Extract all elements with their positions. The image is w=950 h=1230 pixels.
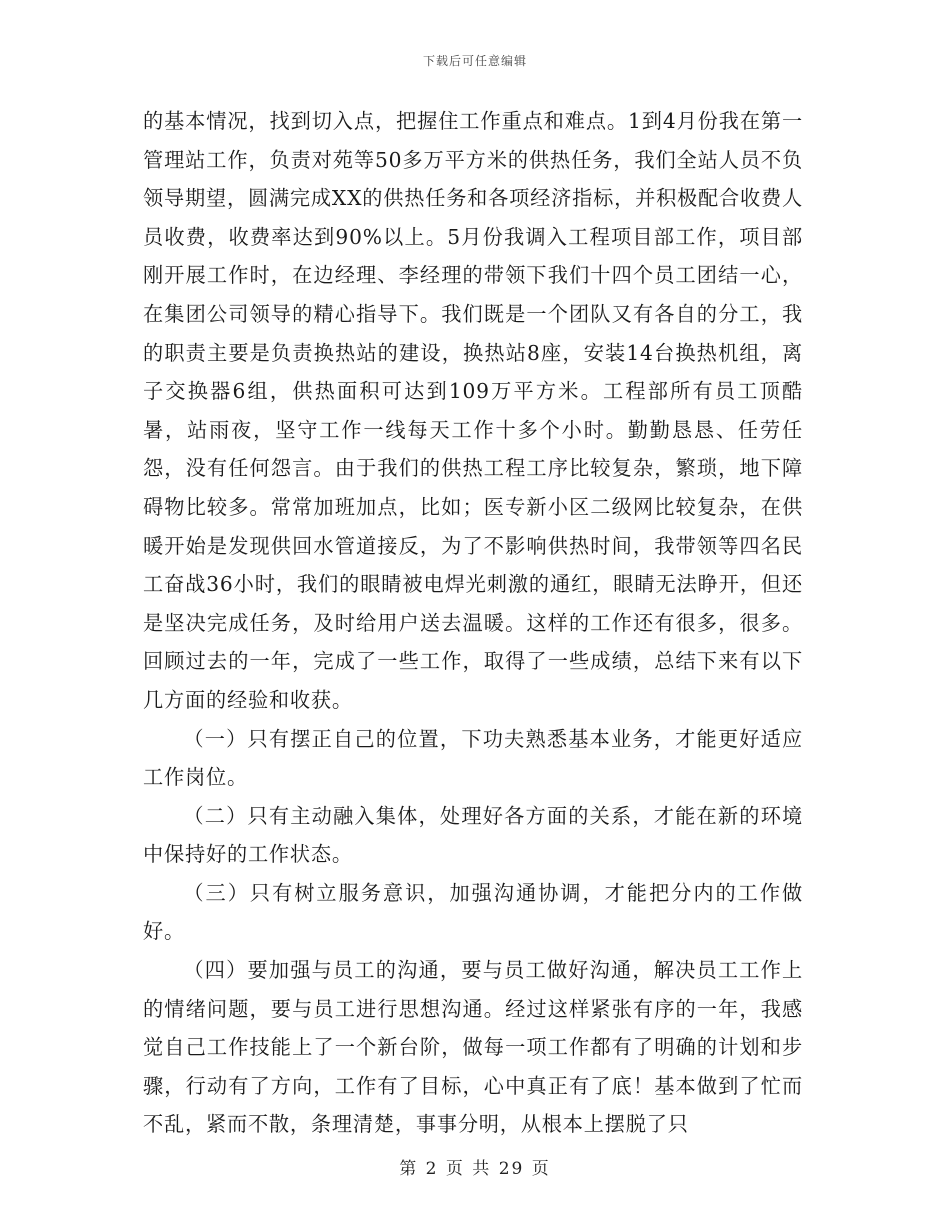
paragraph-point-four: （四）要加强与员工的沟通，要与员工做好沟通，解决员工工作上的情绪问题，要与员工进行思想沟通。经过这样紧张有序的一年，我感觉自己工作技能上了一个新台阶，做每一项工作都有了明确的计划和步骤，行动有了方向，工作有了目标，心中真正有了底！基本做到了忙而不乱，紧而不散，条理清楚，事事分明，从根本上摆脱了只 xyxy=(143,958,803,1137)
page-header: 下载后可任意编辑 xyxy=(422,54,527,68)
page-number-footer: 第 2 页 共 29 页 xyxy=(399,1159,551,1179)
paragraph-point-one: （一）只有摆正自己的位置，下功夫熟悉基本业务，才能更好适应工作岗位。 xyxy=(143,726,803,790)
paragraph-point-two: （二）只有主动融入集体，处理好各方面的关系，才能在新的环境中保持好的工作状态。 xyxy=(143,803,803,867)
paragraph-point-three: （三）只有树立服务意识，加强沟通协调，才能把分内的工作做好。 xyxy=(143,880,803,944)
document-body xyxy=(143,102,803,1144)
paragraph-continuation: 的基本情况，找到切入点，把握住工作重点和难点。1到4月份我在第一管理站工作，负责对苑等50多万平方米的供热任务，我们全站人员不负领导期望，圆满完成XX的供热任务和各项经济指标，并积极配合收费人员收费，收费率达到90%以上。5月份我调入工程项目部工作，项目部刚开展工作时，在边经理、李经理的带领下我们十四个员工团结一心，在集团公司领导的精心指导下。我们既是一个团队又有各自的分工，我的职责主要是负责换热站的建设，换热站8座，安装14台换热机组，离子交换器6组，供热面积可达到109万平方米。工程部所有员工顶酷暑，站雨夜，坚守工作一线每天工作十多个小时。勤勤恳恳、任劳任怨，没有任何怨言。由于我们的供热工程工序比较复杂，繁琐，地下障碍物比较多。常常加班加点，比如；医专新小区二级网比较复杂，在供暖开始是发现供回水管道接反，为了不影响供热时间，我带领等四名民工奋战36小时，我们的眼睛被电焊光刺激的通红，眼睛无法睁开，但还是坚决完成任务，及时给用户送去温暖。这样的工作还有很多，很多。回顾过去的一年，完成了一些工作，取得了一些成绩，总结下来有以下几方面的经验和收获。 xyxy=(143,109,803,712)
